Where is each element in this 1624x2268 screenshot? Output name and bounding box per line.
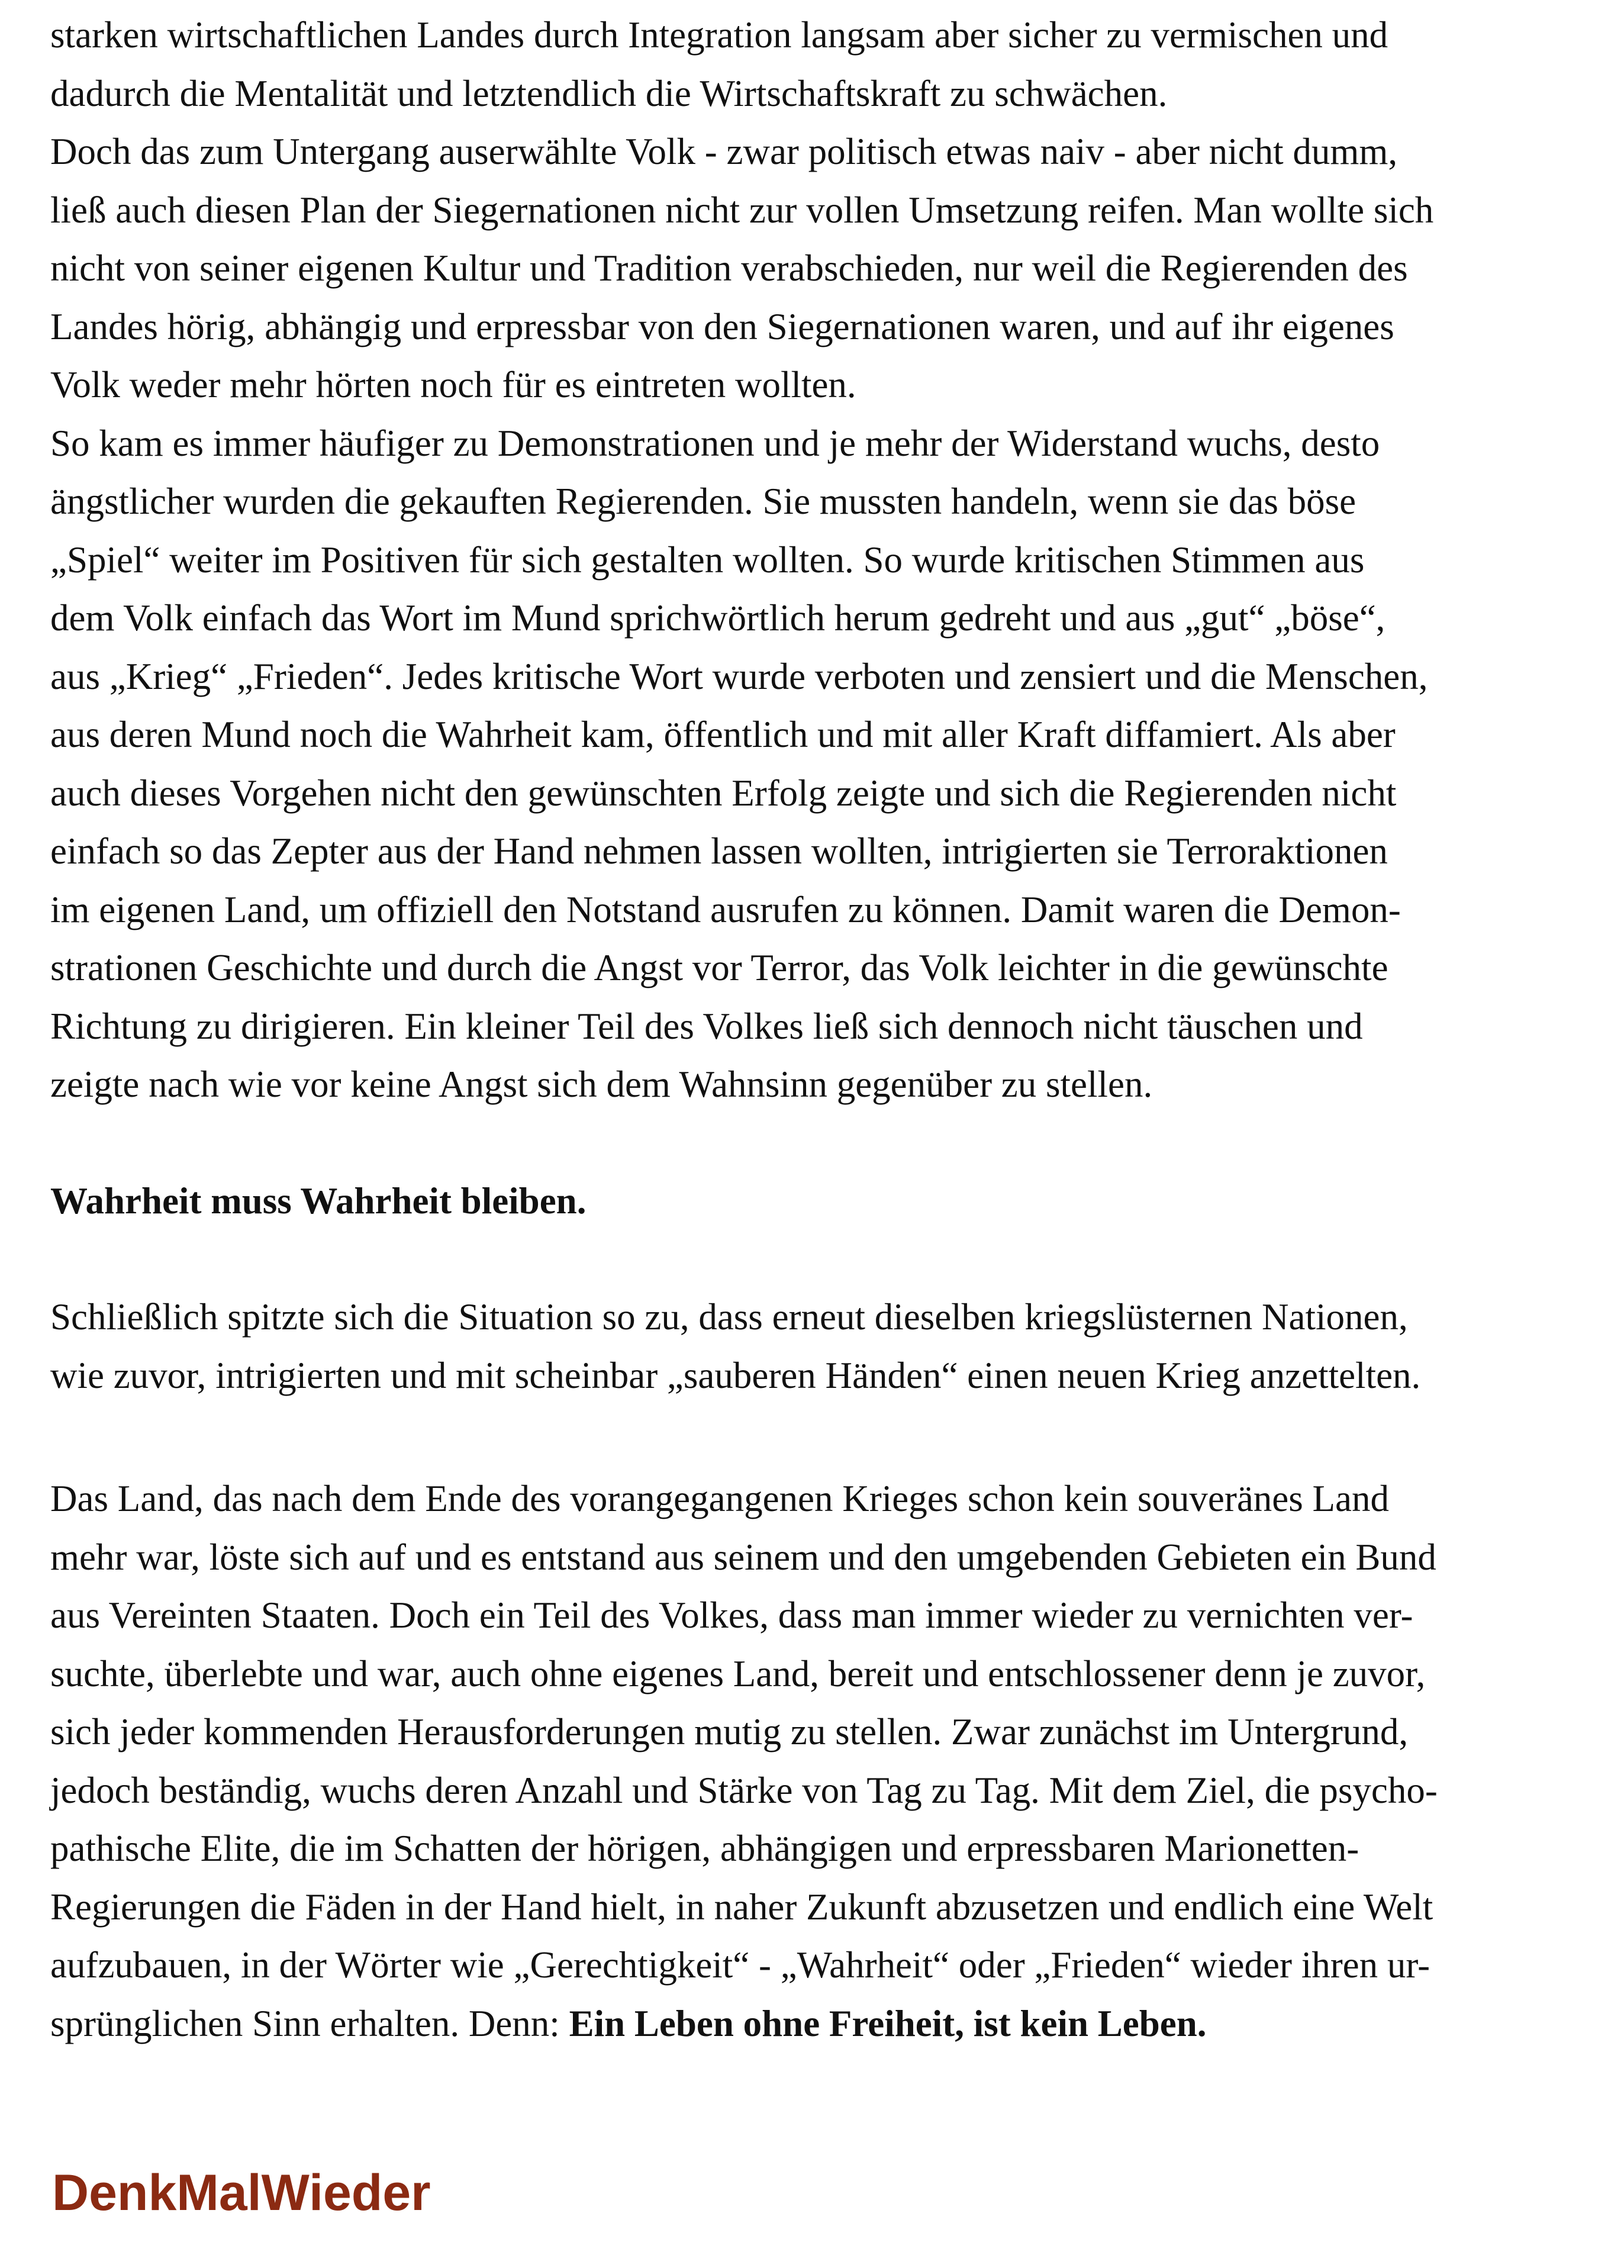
- text-line: Schließlich spitzte sich die Situation so zu, dass erneut dieselben kriegslüsternen Nationen,: [50, 1296, 1408, 1338]
- text-line: ängstlicher wurden die gekauften Regierenden. Sie mussten handeln, wenn sie das böse: [50, 481, 1356, 522]
- text-line: einfach so das Zepter aus der Hand nehmen lassen wollten, intrigierten sie Terroraktionen: [50, 830, 1388, 872]
- text-line: aus „Krieg“ „Frieden“. Jedes kritische Wort wurde verboten und zensiert und die Menschen,: [50, 655, 1428, 697]
- text-line: starken wirtschaftlichen Landes durch Integration langsam aber sicher zu vermischen und: [50, 14, 1388, 56]
- text-line: Regierungen die Fäden in der Hand hielt, in naher Zukunft abzusetzen und endlich eine Welt: [50, 1886, 1433, 1928]
- text-line: Landes hörig, abhängig und erpressbar von den Siegernationen waren, und auf ihr eigenes: [50, 305, 1394, 347]
- spacer: [50, 1114, 1542, 1172]
- text-line: mehr war, löste sich auf und es entstand aus seinem und den umgebenden Gebieten ein Bund: [50, 1536, 1436, 1578]
- text-line: aufzubauen, in der Wörter wie „Gerechtigkeit“ - „Wahrheit“ oder „Frieden“ wieder ihren ur-: [50, 1944, 1430, 1986]
- text-line: ließ auch diesen Plan der Siegernationen nicht zur vollen Umsetzung reifen. Man wollte sich: [50, 189, 1434, 231]
- denkmalwieder-logo: DenkMalWieder: [52, 2164, 431, 2221]
- text-line: Richtung zu dirigieren. Ein kleiner Teil des Volkes ließ sich dennoch nicht täuschen und: [50, 1005, 1363, 1047]
- text-line: suchte, überlebte und war, auch ohne eigenes Land, bereit und entschlossener denn je zuvor,: [50, 1652, 1426, 1694]
- text-line: strationen Geschichte und durch die Angst vor Terror, das Volk leichter in die gewünschte: [50, 947, 1388, 988]
- spacer: [50, 1230, 1542, 1288]
- paragraph-2: [50, 1288, 1542, 1404]
- text-line: aus Vereinten Staaten. Doch ein Teil des Volkes, dass man immer wieder zu vernichten ver-: [50, 1594, 1413, 1636]
- text-line: So kam es immer häufiger zu Demonstrationen und je mehr der Widerstand wuchs, desto: [50, 422, 1380, 464]
- text-line-prefix: sprünglichen Sinn erhalten. Denn:: [50, 2002, 569, 2044]
- closing-bold-statement: Ein Leben ohne Freiheit, ist kein Leben.: [569, 2002, 1207, 2044]
- text-line: sich jeder kommenden Herausforderungen mutig zu stellen. Zwar zunächst im Untergrund,: [50, 1711, 1409, 1752]
- text-line: Doch das zum Untergang auserwählte Volk - zwar politisch etwas naiv - aber nicht dumm,: [50, 131, 1398, 172]
- text-line: auch dieses Vorgehen nicht den gewünschten Erfolg zeigte und sich die Regierenden nicht: [50, 772, 1397, 814]
- text-line: im eigenen Land, um offiziell den Notstand ausrufen zu können. Damit waren die Demon-: [50, 888, 1401, 930]
- spacer: [50, 1404, 1542, 1470]
- paragraph-1: [50, 6, 1542, 1114]
- text-line: dem Volk einfach das Wort im Mund sprichwörtlich herum gedreht und aus „gut“ „böse“,: [50, 597, 1385, 639]
- text-line-last: [50, 1995, 1542, 2053]
- section-heading: Wahrheit muss Wahrheit bleiben.: [50, 1180, 587, 1222]
- paragraph-3: [50, 1470, 1542, 2053]
- text-line: aus deren Mund noch die Wahrheit kam, öffentlich und mit aller Kraft diffamiert. Als aber: [50, 714, 1396, 755]
- text-line: zeigte nach wie vor keine Angst sich dem Wahnsinn gegenüber zu stellen.: [50, 1064, 1153, 1105]
- text-line: wie zuvor, intrigierten und mit scheinbar „sauberen Händen“ einen neuen Krieg anzettelten.: [50, 1354, 1421, 1396]
- text-line: dadurch die Mentalität und letztendlich die Wirtschaftskraft zu schwächen.: [50, 72, 1168, 114]
- text-line: pathische Elite, die im Schatten der hörigen, abhängigen und erpressbaren Marionetten-: [50, 1828, 1359, 1869]
- text-line: nicht von seiner eigenen Kultur und Tradition verabschieden, nur weil die Regierenden des: [50, 247, 1408, 289]
- text-line: Volk weder mehr hörten noch für es eintreten wollten.: [50, 364, 856, 405]
- text-line: „Spiel“ weiter im Positiven für sich gestalten wollten. So wurde kritischen Stimmen aus: [50, 539, 1365, 581]
- document-page: [50, 6, 1542, 2053]
- text-line: Das Land, das nach dem Ende des vorangegangenen Krieges schon kein souveränes Land: [50, 1478, 1389, 1519]
- text-line: jedoch beständig, wuchs deren Anzahl und Stärke von Tag zu Tag. Mit dem Ziel, die psycho-: [50, 1769, 1438, 1811]
